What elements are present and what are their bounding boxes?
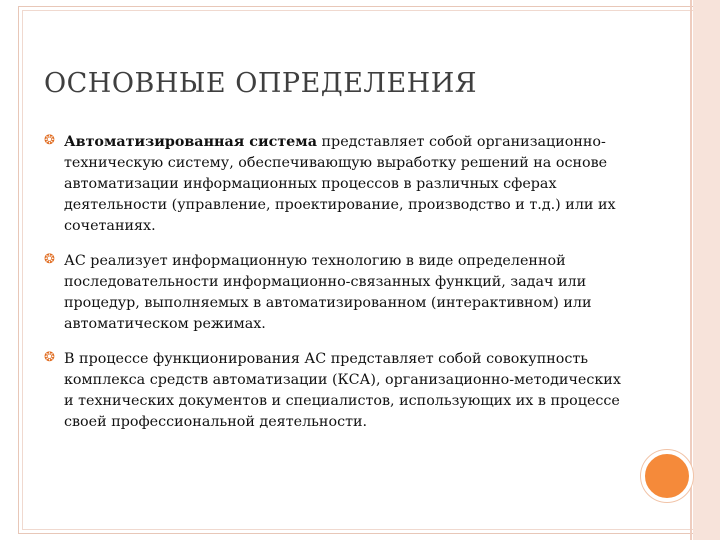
- list-item: [44, 132, 629, 237]
- right-accent-line: [690, 0, 692, 540]
- item-text: В процессе функционирования АС представляет собой совокупность комплекса средств автоматизации (КСА), организационно-методических и технических документов и специалистов, использующих их в процессе своей профессиональной деятельности.: [64, 351, 621, 430]
- bullet-list: [44, 132, 629, 447]
- item-text: представляет собой организационно-техническую систему, обеспечивающую выработку решений на основе автоматизации информационных процессов в различных сферах деятельности (управление, проектирование, производство и т.д.) или их сочетаниях.: [64, 134, 616, 234]
- decorative-circle-icon: [641, 450, 693, 502]
- right-accent-band: [693, 0, 720, 540]
- slide-title: ОСНОВНЫЕ ОПРЕДЕЛЕНИЯ: [44, 68, 478, 99]
- ring-bullet-icon: ❂: [44, 252, 55, 267]
- list-item: [44, 349, 629, 433]
- term-bold: Автоматизированная система: [64, 134, 317, 150]
- ring-bullet-icon: ❂: [44, 350, 55, 365]
- item-text: АС реализует информационную технологию в виде определенной последовательности информационно-связанных функций, задач или процедур, выполняемых в автоматизированном (интерактивном) или автоматическом режимах.: [64, 253, 592, 332]
- list-item: [44, 251, 629, 335]
- ring-bullet-icon: ❂: [44, 133, 55, 148]
